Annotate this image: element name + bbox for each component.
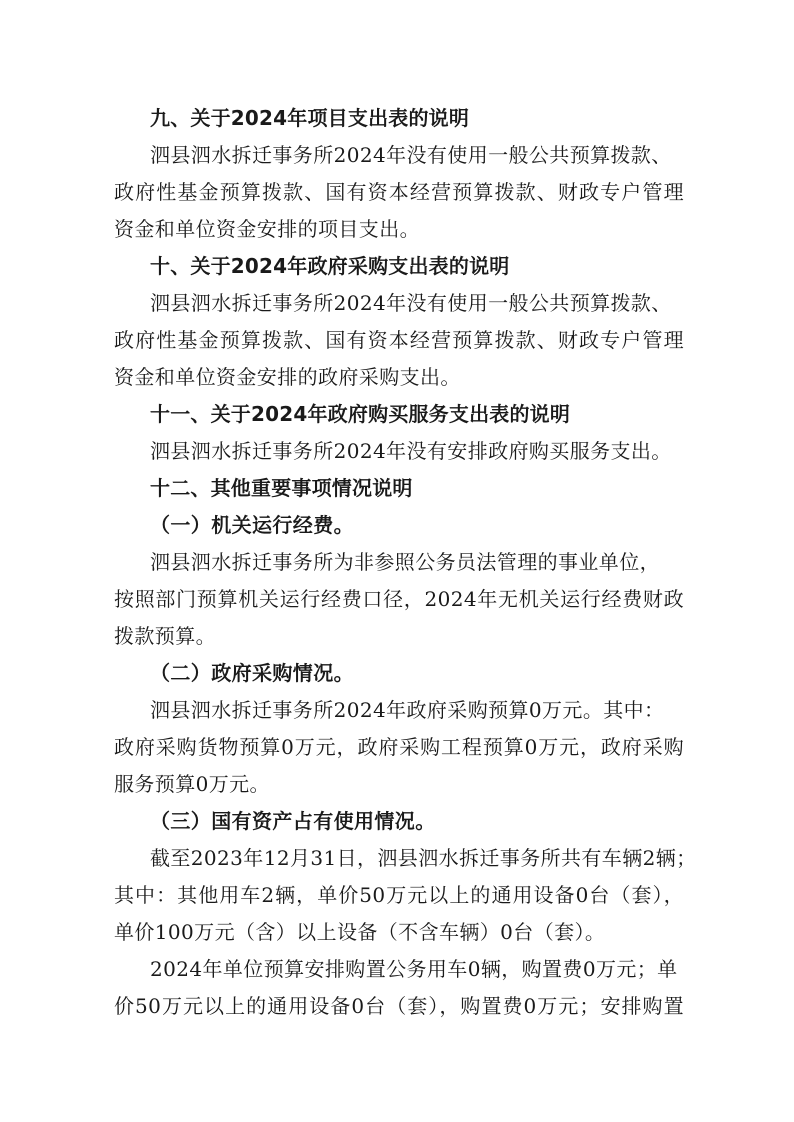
section-heading-10: 十、关于2024年政府采购支出表的说明 <box>150 254 510 278</box>
paragraph-line: 2024年单位预算安排购置公务用车0辆，购置费0万元；单 <box>150 957 678 981</box>
paragraph-line: 其中：其他用车2辆，单价50万元以上的通用设备0台（套）， <box>114 883 684 907</box>
paragraph-line: 服务预算0万元。 <box>114 772 270 796</box>
paragraph-line: 泗县泗水拆迁事务所为非参照公务员法管理的事业单位， <box>150 550 660 574</box>
paragraph-line: 泗县泗水拆迁事务所2024年没有使用一般公共预算拨款、 <box>150 143 672 167</box>
paragraph-line: 泗县泗水拆迁事务所2024年没有使用一般公共预算拨款、 <box>150 291 672 315</box>
paragraph-line: 泗县泗水拆迁事务所2024年没有安排政府购买服务支出。 <box>150 439 672 463</box>
paragraph-line: 资金和单位资金安排的政府采购支出。 <box>114 365 461 389</box>
subsection-heading-3: （三）国有资产占有使用情况。 <box>150 809 436 833</box>
document-body <box>114 100 697 1025</box>
paragraph-line: 拨款预算。 <box>114 624 216 648</box>
paragraph-line: 单价100万元（含）以上设备（不含车辆）0台（套）。 <box>114 920 606 944</box>
paragraph-line: 截至2023年12月31日，泗县泗水拆迁事务所共有车辆2辆； <box>150 846 697 870</box>
section-heading-11: 十一、关于2024年政府购买服务支出表的说明 <box>150 402 571 426</box>
paragraph-line: 政府采购货物预算0万元，政府采购工程预算0万元，政府采购 <box>114 735 684 759</box>
paragraph-line: 政府性基金预算拨款、国有资本经营预算拨款、财政专户管理 <box>114 328 684 352</box>
subsection-heading-2: （二）政府采购情况。 <box>150 661 354 685</box>
section-heading-9: 九、关于2024年项目支出表的说明 <box>150 106 470 130</box>
paragraph-line: 泗县泗水拆迁事务所2024年政府采购预算0万元。其中： <box>150 698 665 722</box>
paragraph-line: 政府性基金预算拨款、国有资本经营预算拨款、财政专户管理 <box>114 180 684 204</box>
paragraph-line: 价50万元以上的通用设备0台（套），购置费0万元；安排购置 <box>114 994 684 1018</box>
paragraph-line: 资金和单位资金安排的项目支出。 <box>114 217 420 241</box>
section-heading-12: 十二、其他重要事项情况说明 <box>150 476 413 500</box>
paragraph-line: 按照部门预算机关运行经费口径，2024年无机关运行经费财政 <box>114 587 684 611</box>
subsection-heading-1: （一）机关运行经费。 <box>150 513 354 537</box>
